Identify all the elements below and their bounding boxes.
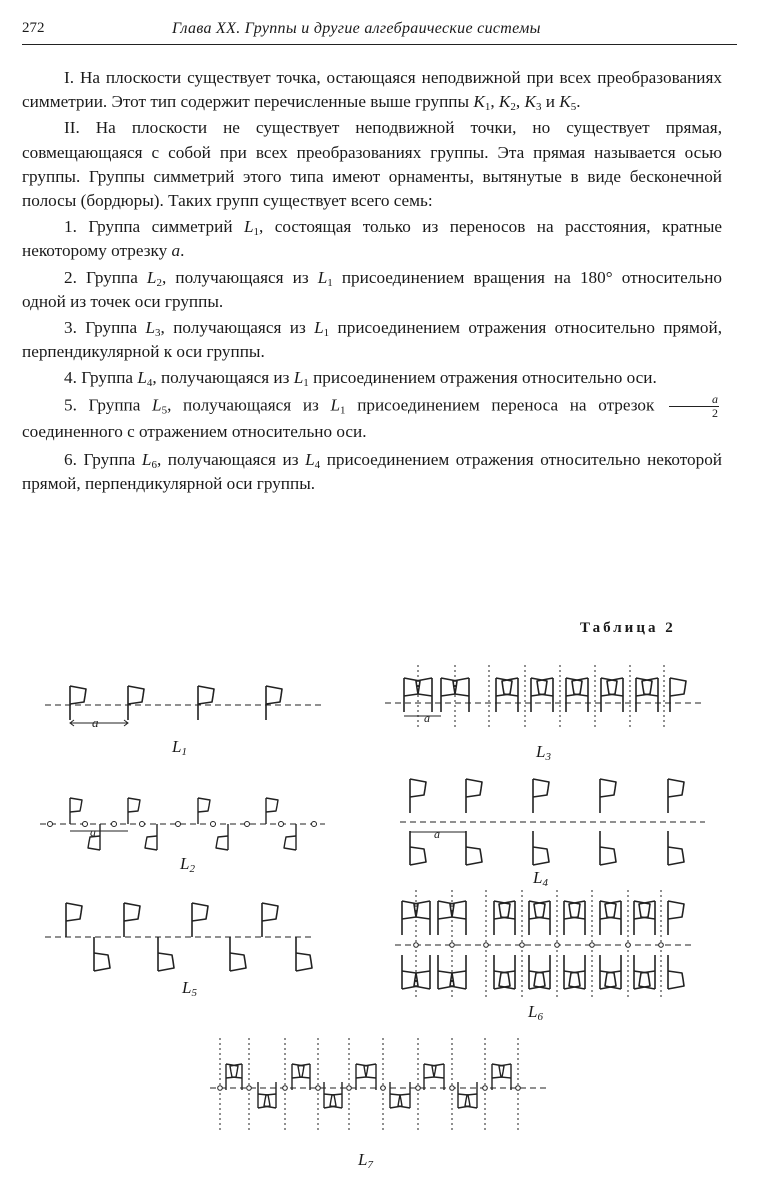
label-l5: $L_5$	[182, 978, 197, 999]
list-item: 3. Группа $L_3$, получающаяся из $L_1$ присоединением отражения относительно прямой, перпендикулярной к оси группы.	[22, 318, 722, 362]
list-item: 2. Группа $L_2$, получающаяся из $L_1$ присоединением вращения на 180° относительно одной из точек оси группы.	[22, 267, 722, 311]
list-item: 6. Группа $L_6$, получающаяся из $L_4$ присоединением отражения относительно некоторой прямой, перпендикулярной оси группы.	[22, 449, 723, 494]
fraction-a-over-2: $\frac{a}{2}$	[669, 393, 719, 420]
frieze-l6	[395, 890, 695, 998]
label-l6: $L_6$	[528, 1002, 543, 1023]
frieze-l4	[400, 779, 705, 865]
frieze-l2	[40, 798, 325, 850]
label-l4: $L_4$	[533, 868, 548, 889]
chapter-title: Глава XX. Группы и другие алгебраические системы	[172, 20, 541, 37]
svg-text:a: a	[90, 825, 96, 839]
label-l3: $L_3$	[536, 742, 551, 763]
frieze-l3	[385, 665, 705, 730]
label-l2: $L_2$	[180, 854, 195, 875]
list-item: 1. Группа симметрий $L_1$, состоящая только из переносов на расстояния, кратные некоторому отрезку a.	[22, 217, 722, 261]
paragraph-type-1: I. На плоскости существует точка, остающаяся неподвижной при всех преобразованиях симметрии. Этот тип содержит перечисленные выше группы $K_1$, $K_2$, $K_3$ и $K_5$.	[22, 68, 722, 114]
label-l7: $L_7$	[358, 1150, 373, 1171]
frieze-l7	[210, 1038, 548, 1130]
svg-text:a: a	[434, 827, 440, 841]
label-l1: $L_1$	[172, 737, 187, 758]
list-item: 4. Группа $L_4$, получающаяся из $L_1$ присоединением отражения относительно оси.	[64, 368, 657, 390]
paragraph-type-2: II. На плоскости не существует неподвижной точки, но существует прямая, совмещающаяся с собой при всех преобразованиях группы. Эта прямая называется осью группы. Группы симметрий этого типа имеют орнаменты, вытянутые в виде бесконечной полосы (бордюры). Таких групп существует всего семь:	[22, 118, 722, 211]
list-item: 5. Группа $L_5$, получающаяся из $L_1$ присоединением переноса на отрезок $\frac{a}{2}$ соединенного с отражением относительно оси.	[22, 391, 718, 441]
frieze-l1	[45, 686, 322, 730]
svg-text:a: a	[424, 711, 430, 725]
frieze-l5	[45, 903, 312, 971]
svg-text:a: a	[92, 715, 99, 730]
table-caption: Таблица 2	[580, 620, 676, 636]
page-number: 272	[22, 20, 45, 36]
